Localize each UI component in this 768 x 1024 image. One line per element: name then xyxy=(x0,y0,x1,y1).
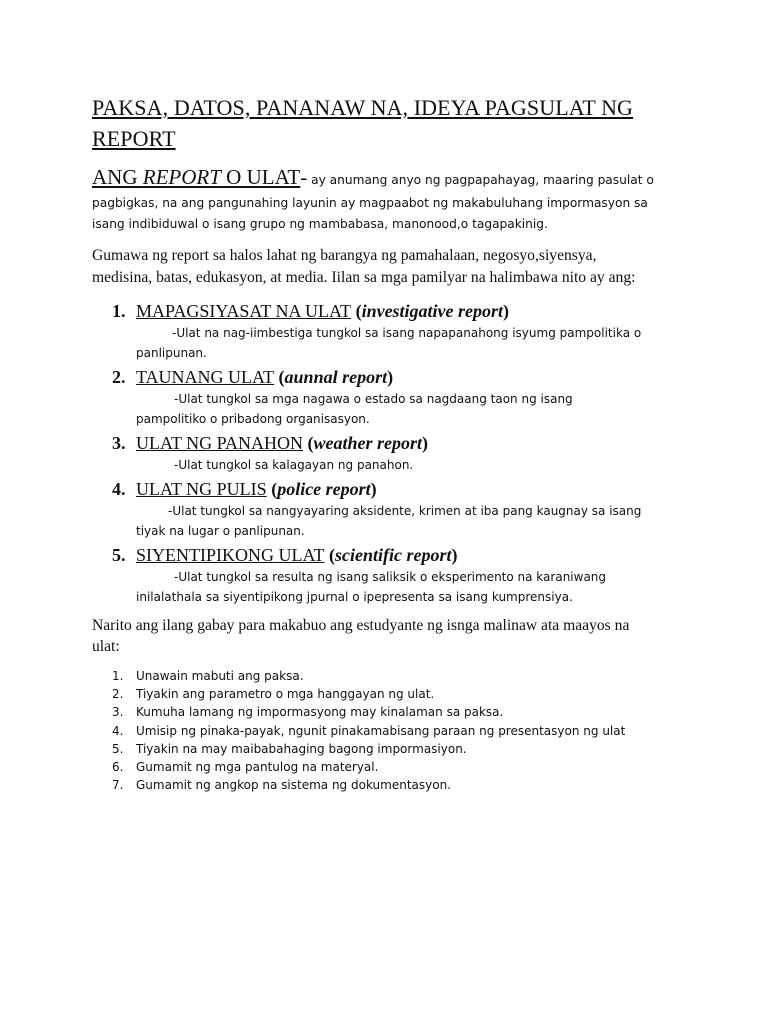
report-type-description xyxy=(136,389,692,429)
guide-item xyxy=(92,685,692,703)
guide-list xyxy=(92,667,692,794)
description-line-2: pampolitiko o pribadong organisasyon. xyxy=(136,412,370,426)
report-type-item xyxy=(92,477,692,541)
report-type-number: 2. xyxy=(112,367,126,387)
guide-number: 2. xyxy=(112,687,124,702)
guide-item xyxy=(92,776,692,794)
paren-close: ) xyxy=(451,545,458,565)
intro-line-3: isang indibiduwal o isang grupo ng mambabasa, manonood,o tagapakinig. xyxy=(92,217,548,231)
report-type-name: MAPAGSIYASAT NA ULAT xyxy=(136,301,352,321)
guide-intro-line-1: Narito ang ilang gabay para makabuo ang estudyante ng isnga malinaw ata maayos na xyxy=(92,617,630,634)
intro-lead-post: O ULAT xyxy=(220,165,301,189)
intro-lead-italic: REPORT xyxy=(142,165,221,189)
intro-line-1 xyxy=(92,164,692,193)
guide-item xyxy=(92,722,692,740)
description-line-2: tiyak na lugar o panlipunan. xyxy=(136,524,305,538)
guide-number: 6. xyxy=(112,760,124,775)
guide-text: Gumamit ng angkop na sistema ng dokumentasyon. xyxy=(136,778,451,793)
intro-lead-pre: ANG xyxy=(92,165,143,189)
description-line-1: -Ulat na nag-iimbestiga tungkol sa isang napapanahong isyumg pampolitika o xyxy=(172,326,642,340)
report-type-english: aunnal report xyxy=(284,367,388,387)
report-type-name: ULAT NG PANAHON xyxy=(136,433,304,453)
page-title xyxy=(92,92,692,154)
report-type-english: weather report xyxy=(313,433,423,453)
guide-text: Tiyakin ang parametro o mga hanggayan ng ulat. xyxy=(136,687,435,702)
intro-text-1: ay anumang anyo ng pagpapahayag, maaring pasulat o xyxy=(307,173,654,187)
guide-item xyxy=(92,758,692,776)
guide-item xyxy=(92,703,692,721)
paren-open: ( xyxy=(274,367,285,387)
report-type-item xyxy=(92,431,692,475)
guide-text: Tiyakin na may maibabahaging bagong impormasiyon. xyxy=(136,741,467,756)
report-type-item xyxy=(92,543,692,607)
title-line-1: PAKSA, DATOS, PANANAW NA, IDEYA PAGSULAT NG xyxy=(92,95,634,120)
report-type-name: TAUNANG ULAT xyxy=(136,367,275,387)
document-body xyxy=(92,92,692,794)
report-type-name: SIYENTIPIKONG ULAT xyxy=(136,545,325,565)
examples-line-1: Gumawa ng report sa halos lahat ng barangya ng pamahalaan, negosyo,siyensya, xyxy=(92,247,597,264)
description-line-1: -Ulat tungkol sa nangyayaring aksidente, krimen at iba pang kaugnay sa isang xyxy=(168,504,642,518)
guide-text: Unawain mabuti ang paksa. xyxy=(136,669,304,683)
report-type-item xyxy=(92,299,692,363)
paren-close: ) xyxy=(503,301,510,321)
report-type-number: 1. xyxy=(112,301,126,321)
paren-open: ( xyxy=(351,301,362,321)
guide-text: Umisip ng pinaka-payak, ngunit pinakamabisang paraan ng presentasyon ng ulat xyxy=(136,723,626,738)
report-type-description xyxy=(136,501,692,541)
guide-number: 1. xyxy=(112,669,124,683)
guide-number: 7. xyxy=(112,778,124,793)
guide-intro-paragraph xyxy=(92,615,692,657)
paren-open: ( xyxy=(324,545,335,565)
examples-line-2: medisina, batas, edukasyon, at media. Iilan sa mga pamilyar na halimbawa nito ay ang: xyxy=(92,269,636,286)
description-line-2: panlipunan. xyxy=(136,346,207,360)
title-line-2: REPORT xyxy=(92,126,176,151)
guide-text: Kumuha lamang ng impormasyong may kinalaman sa paksa. xyxy=(136,705,504,720)
report-type-number: 5. xyxy=(112,545,126,565)
report-type-english: police report xyxy=(277,479,371,499)
guide-item xyxy=(92,740,692,758)
guide-number: 3. xyxy=(112,705,124,720)
report-type-english: scientific report xyxy=(334,545,452,565)
report-type-description xyxy=(136,567,692,607)
report-type-item xyxy=(92,365,692,429)
paren-open: ( xyxy=(266,479,278,499)
guide-intro-line-2: ulat: xyxy=(92,638,120,655)
report-type-description xyxy=(136,323,692,363)
guide-text: Gumamit ng mga pantulog na materyal. xyxy=(136,760,379,775)
description-line-1: -Ulat tungkol sa kalagayan ng panahon. xyxy=(174,458,414,472)
paren-close: ) xyxy=(422,433,429,453)
report-type-number: 4. xyxy=(112,479,126,499)
paren-close: ) xyxy=(370,479,377,499)
report-types-list xyxy=(92,299,692,607)
paren-close: ) xyxy=(387,367,394,387)
description-line-1: -Ulat tungkol sa resulta ng isang saliksik o eksperimento na karaniwang xyxy=(174,570,607,584)
intro-lead xyxy=(92,165,300,189)
report-type-name: ULAT NG PULIS xyxy=(136,479,267,499)
intro-dash: - xyxy=(300,165,308,189)
report-type-description xyxy=(136,455,692,475)
description-line-1: -Ulat tungkol sa mga nagawa o estado sa nagdaang taon ng isang xyxy=(174,392,573,406)
intro-line-2: pagbigkas, na ang pangunahing layunin ay magpaabot ng makabuluhang impormasyon sa xyxy=(92,196,648,210)
description-line-2: inilalathala sa siyentipikong jpurnal o ipepresenta sa isang kumprensiya. xyxy=(136,590,573,604)
examples-paragraph xyxy=(92,245,692,289)
paren-open: ( xyxy=(303,433,314,453)
guide-item xyxy=(92,667,692,685)
guide-number: 4. xyxy=(112,723,124,738)
report-type-number: 3. xyxy=(112,433,126,453)
intro-definition xyxy=(92,164,692,235)
guide-number: 5. xyxy=(112,741,124,756)
report-type-english: investigative report xyxy=(361,301,504,321)
